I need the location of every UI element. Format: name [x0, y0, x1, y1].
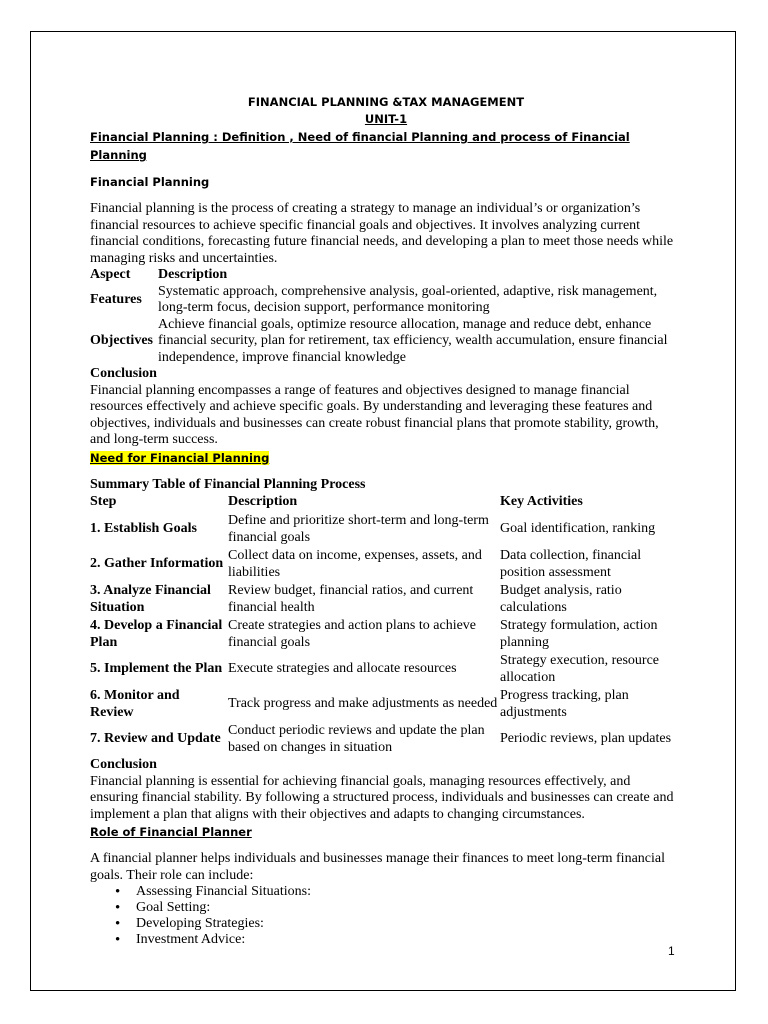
table-cell: 2. Gather Information: [90, 556, 224, 572]
table-cell: Create strategies and action plans to achieve financial goals: [228, 618, 477, 650]
table-cell: Achieve financial goals, optimize resource allocation, manage and reduce debt, enhance financial security, plan for retirement, tax efficiency, wealth accumulation, ensure financial independence, improve financial knowledge: [158, 316, 668, 365]
table-cell: 6. Monitor and Review: [90, 688, 180, 720]
table-cell: Progress tracking, plan adjustments: [500, 688, 629, 720]
table-header-cell: Step: [90, 494, 117, 510]
conclusion-heading: Conclusion: [90, 366, 157, 381]
list-item: • Goal Setting:: [136, 900, 682, 916]
table-cell: Systematic approach, comprehensive analysis, goal-oriented, adaptive, risk management, long-term focus, decision support, performance monitoring: [158, 283, 658, 315]
table-cell: Goal identification, ranking: [500, 521, 656, 537]
table-cell: Strategy execution, resource allocation: [500, 653, 659, 685]
table-row: [90, 512, 682, 547]
table-header-row: [90, 493, 682, 512]
conclusion-paragraph: Financial planning is essential for achieving financial goals, managing resources effectively, and ensuring financial stability. By following a structured process, individuals and businesses can create and implement a plan that aligns with their objectives and adapts to changing circumstances.: [90, 773, 674, 822]
table-cell: Review budget, financial ratios, and current financial health: [228, 583, 474, 615]
summary-table-title: Summary Table of Financial Planning Process: [90, 476, 366, 492]
table-header-cell: Aspect: [90, 267, 131, 282]
aspect-table: [90, 267, 682, 366]
conclusion-paragraph: Financial planning encompasses a range of features and objectives designed to manage financial resources effectively and achieve specific goals. By understanding and leveraging these features and objectives, individuals and businesses can create robust financial plans that promote stability, growth, and long-term success.: [90, 382, 659, 447]
section-heading-need: [90, 449, 682, 467]
table-cell: Budget analysis, ratio calculations: [500, 583, 622, 615]
table-row: [90, 652, 682, 687]
highlighted-heading: Need for Financial Planning: [90, 450, 270, 465]
section-heading-role: Role of Financial Planner: [90, 825, 252, 839]
document-title: FINANCIAL PLANNING &TAX MANAGEMENT: [247, 95, 525, 109]
table-header-row: [90, 267, 682, 284]
table-cell: 1. Establish Goals: [90, 521, 197, 537]
table-cell: Data collection, financial position assessment: [500, 548, 642, 580]
table-header-cell: Description: [158, 267, 228, 282]
table-cell: 3. Analyze Financial Situation: [90, 583, 211, 615]
table-row: [90, 722, 682, 757]
page-number: 1: [668, 944, 675, 958]
table-cell: Strategy formulation, action planning: [500, 618, 658, 650]
table-cell: Periodic reviews, plan updates: [500, 731, 672, 747]
table-row: [90, 284, 682, 317]
table-cell: 4. Develop a Financial Plan: [90, 618, 223, 650]
table-row: [90, 317, 682, 367]
list-item: • Developing Strategies:: [136, 916, 682, 932]
table-row: [90, 617, 682, 652]
table-row: [90, 582, 682, 617]
topic-heading: Financial Planning : Definition , Need of financial Planning and process of Financial Planning: [90, 130, 630, 162]
table-header-cell: Key Activities: [500, 494, 583, 510]
unit-label: UNIT-1: [364, 112, 408, 126]
table-cell: 7. Review and Update: [90, 731, 221, 747]
role-bullet-list: [90, 884, 682, 948]
section-heading-financial-planning: Financial Planning: [90, 175, 210, 189]
conclusion-heading: Conclusion: [90, 757, 157, 772]
table-cell: Execute strategies and allocate resources: [228, 661, 457, 677]
list-item: • Assessing Financial Situations:: [136, 884, 682, 900]
table-cell: Conduct periodic reviews and update the plan based on changes in situation: [228, 723, 485, 755]
table-cell: Define and prioritize short-term and long-term financial goals: [228, 513, 489, 545]
table-row: [90, 687, 682, 722]
table-cell: Track progress and make adjustments as needed: [228, 696, 498, 712]
table-row: [90, 547, 682, 582]
document-body: [90, 94, 682, 948]
table-cell: Objectives: [90, 333, 153, 348]
process-table: [90, 493, 682, 757]
table-cell: 5. Implement the Plan: [90, 661, 223, 677]
definition-paragraph: Financial planning is the process of creating a strategy to manage an individual’s or organization’s financial resources to achieve specific financial goals and objectives. It involves analyzing current financial conditions, forecasting future financial needs, and developing a plan to meet those needs while managing risks and uncertainties.: [90, 201, 674, 266]
role-paragraph: A financial planner helps individuals and businesses manage their finances to meet long-term financial goals. Their role can include:: [90, 851, 665, 883]
list-item: • Investment Advice:: [136, 932, 682, 948]
table-header-cell: Description: [228, 494, 298, 510]
table-cell: Features: [90, 291, 142, 307]
table-cell: Collect data on income, expenses, assets, and liabilities: [228, 548, 482, 580]
